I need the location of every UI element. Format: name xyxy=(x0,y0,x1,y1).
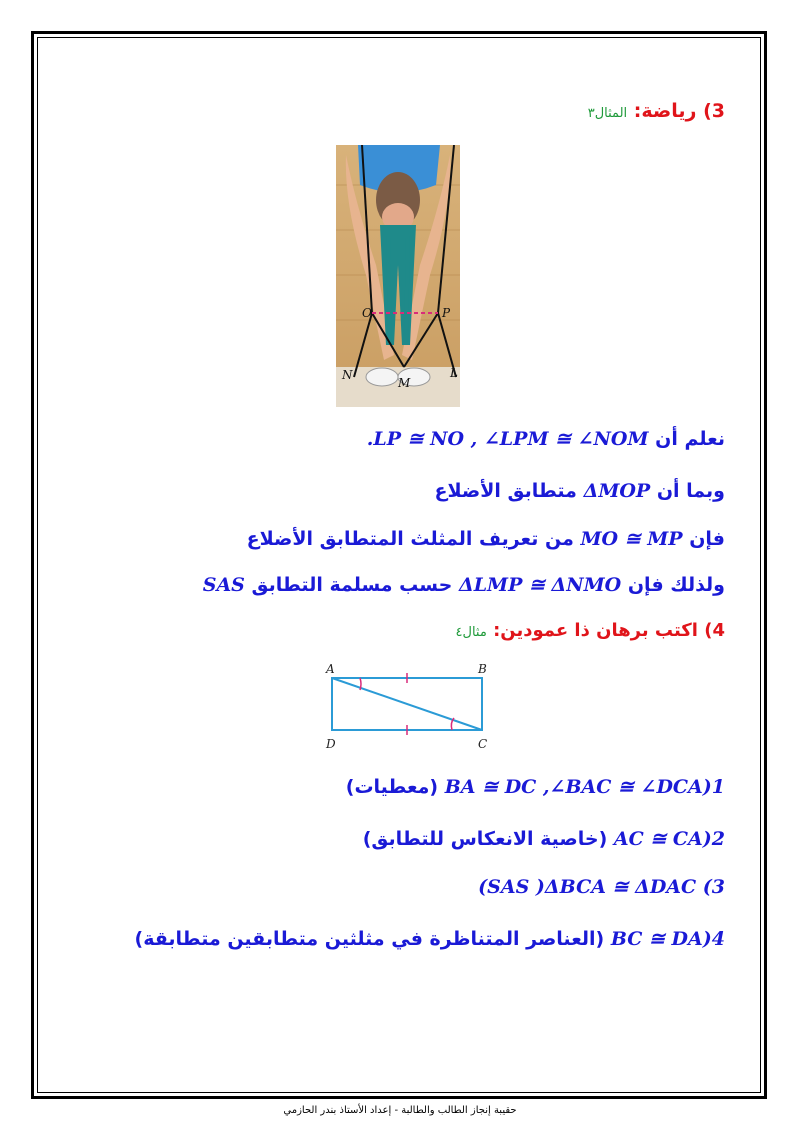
proof1-line4-prefix: ولذلك فإن xyxy=(627,574,725,596)
photo-label-m: M xyxy=(398,376,411,390)
proof1-line4-suffix: حسب مسلمة التطابق xyxy=(251,574,453,596)
exercise-photo xyxy=(336,145,460,407)
proof1-line2-math: ΔMOP xyxy=(583,480,651,502)
proof1-line4-math: ΔLMP ≅ ΔNMO xyxy=(458,574,622,596)
photo-label-o: O xyxy=(362,306,372,320)
proof1-line2-prefix: وبما أن xyxy=(656,480,725,502)
proof1-line1-math: .LP ≅ NO , ∠LPM ≅ ∠NOM xyxy=(366,428,649,450)
proof2-step1 xyxy=(346,776,725,798)
figure-label-a: A xyxy=(326,662,335,676)
proof1-line2-suffix: متطابق الأضلاع xyxy=(434,480,577,502)
proof2-step4-math: BC ≅ DA)4 xyxy=(610,928,725,950)
figure-label-b: B xyxy=(478,662,487,676)
proof2-step2 xyxy=(363,828,725,850)
proof1-line3-math: MO ≅ MP xyxy=(580,528,683,550)
proof2-step1-reason: (معطيات) xyxy=(345,776,439,798)
proof1-line1 xyxy=(367,428,725,450)
proof1-line4-end: SAS xyxy=(202,574,245,596)
proof1-line3-suffix: من تعريف المثلث المتطابق الأضلاع xyxy=(246,528,574,550)
example-3-ref: المثال٣ xyxy=(587,106,628,121)
proof1-line2 xyxy=(434,480,725,502)
proof1-line1-prefix: نعلم أن xyxy=(655,428,725,450)
proof2-step3-math: (SAS )ΔBCA ≅ ΔDAC (3 xyxy=(478,876,725,898)
example-4-title: اكتب برهان ذا عمودين: xyxy=(493,620,698,641)
example-3-number: 3) xyxy=(703,100,725,122)
proof2-step3 xyxy=(478,876,725,898)
example-4-ref: مثال٤ xyxy=(455,625,487,640)
proof2-step2-reason: (خاصية الانعكاس للتطابق) xyxy=(362,828,608,850)
photo-label-n: N xyxy=(342,368,353,382)
photo-label-p: P xyxy=(442,306,451,320)
proof2-step1-math: BA ≅ DC ,∠BAC ≅ ∠DCA)1 xyxy=(444,776,725,798)
proof2-step4 xyxy=(135,928,725,950)
example-4-heading xyxy=(456,620,725,641)
example-3-heading xyxy=(588,100,725,122)
photo-label-l: L xyxy=(450,366,458,380)
proof2-step2-math: AC ≅ CA)2 xyxy=(613,828,725,850)
figure-label-c: C xyxy=(478,737,488,751)
page-footer: حقيبة إنجاز الطالب والطالبة - إعداد الأستاذ بندر الحازمي xyxy=(283,1105,517,1116)
proof1-line3-prefix: فإن xyxy=(689,528,725,550)
proof1-line4 xyxy=(203,574,725,596)
example-3-title: رياضة: xyxy=(633,100,697,122)
example-4-number: 4) xyxy=(704,620,725,641)
proof2-step4-reason: (العناصر المتناظرة في مثلثين متطابقين متطابقة) xyxy=(134,928,605,950)
figure-label-d: D xyxy=(326,737,336,751)
rectangle-figure xyxy=(322,660,497,752)
proof1-line3 xyxy=(247,528,725,550)
